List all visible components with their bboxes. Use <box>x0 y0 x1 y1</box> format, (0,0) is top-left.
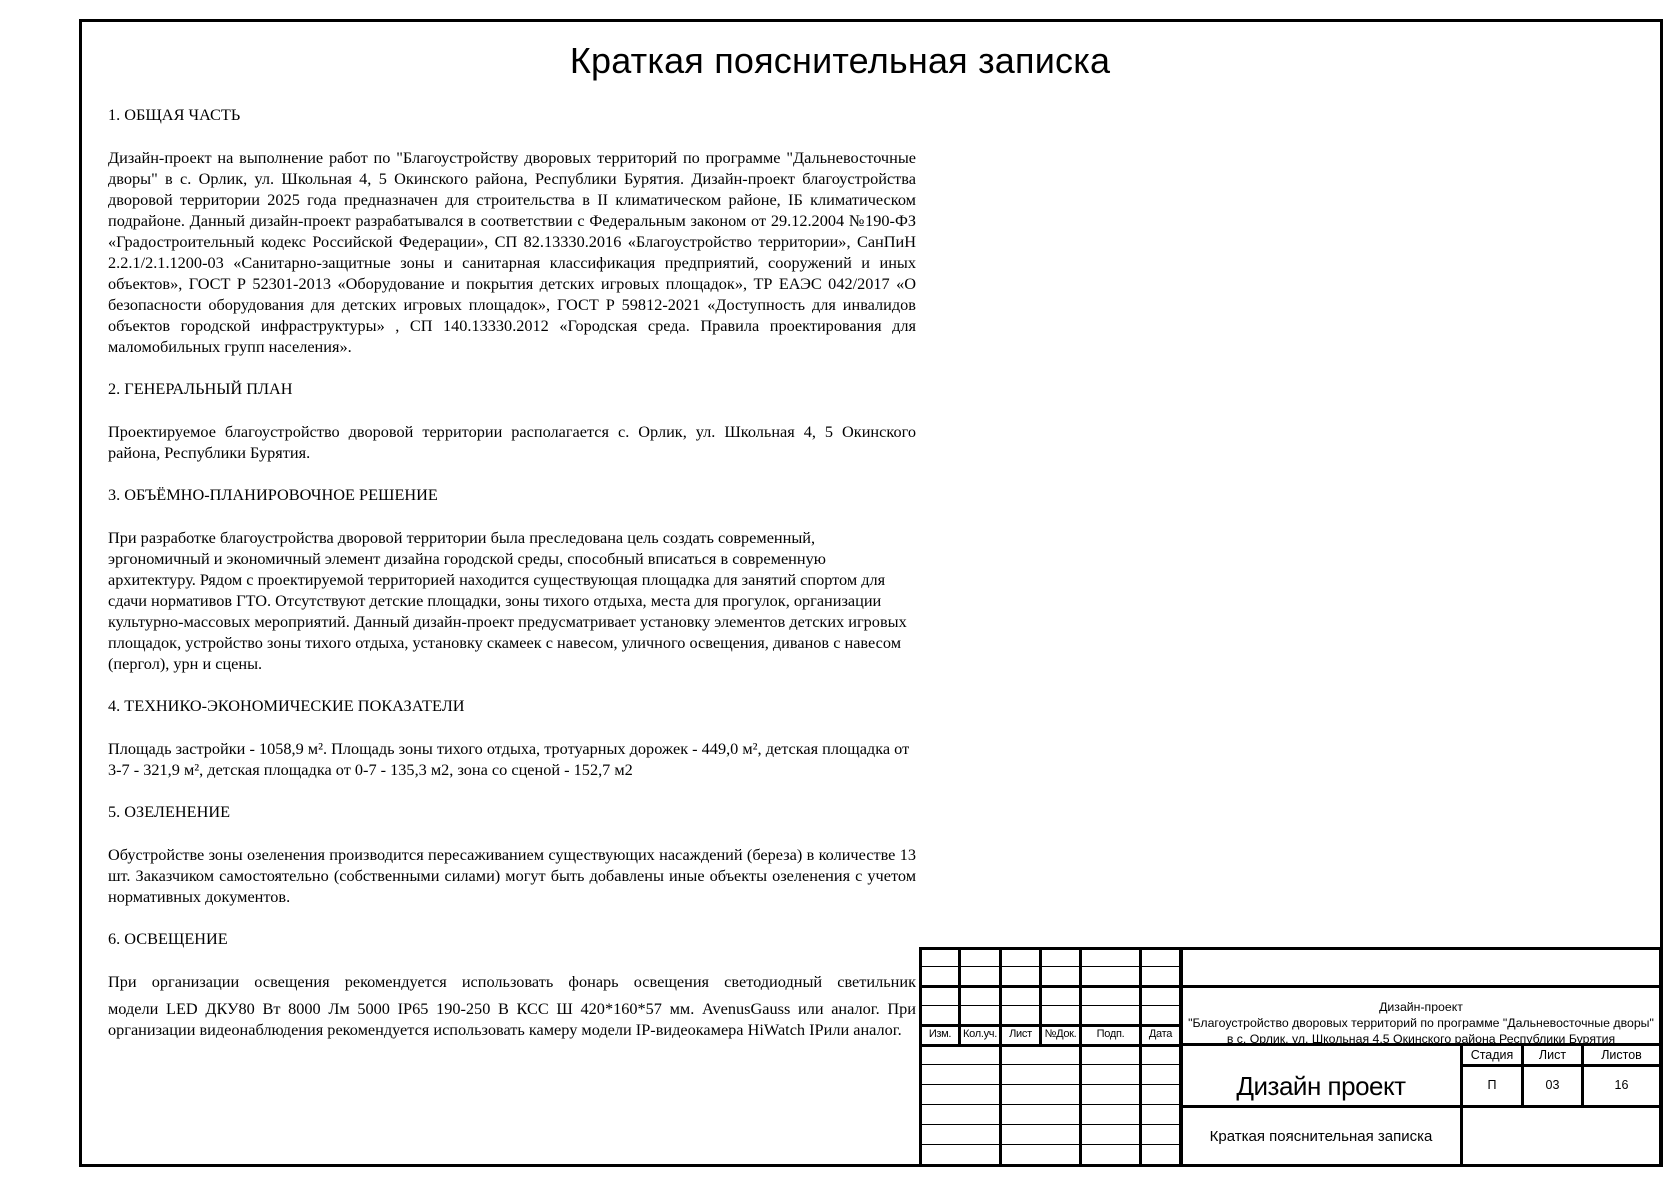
sheet-title: Краткая пояснительная записка <box>1209 1128 1433 1145</box>
section-heading: 2. ГЕНЕРАЛЬНЫЙ ПЛАН <box>108 379 293 398</box>
column-header-doc-number: №Док. <box>1044 1028 1077 1040</box>
section-heading: 6. ОСВЕЩЕНИЕ <box>108 929 228 948</box>
section-general <box>108 104 916 357</box>
section-paragraph: Дизайн-проект на выполнение работ по "Благоустройству дворовых территорий по программе "Дальневосточные дворы" в с. Орлик, ул. Школьная 4, 5 Окинского района, Республики Бурятия. Дизайн-проект благоустройства дворовой территории 2025 года предназначен для строительства в II климатическом районе, IБ климатическом подрайоне. Данный дизайн-проект разрабатывался в соответствии с Федеральным законом от 29.12.2004 №190-ФЗ «Градостроительный кодекс Российской Федерации», СП 82.13330.2016 «Благоустройство территории», СанПиН 2.2.1/2.1.1200-03 «Санитарно-защитные зоны и санитарная классификация предприятий, сооружений и иных объектов», ГОСТ Р 52301-2013 «Оборудование и покрытия детских игровых площадок», ТР ЕАЭС 042/2017 «О безопасности оборудования для детских игровых площадок», ГОСТ Р 59812-2021 «Доступность для инвалидов объектов городской инфраструктуры» , СП 140.13330.2012 «Городская среда. Правила проектирования для маломобильных групп населения». <box>108 148 916 356</box>
section-heading: 3. ОБЪЁМНО-ПЛАНИРОВОЧНОЕ РЕШЕНИЕ <box>108 485 438 504</box>
section-paragraph: Проектируемое благоустройство дворовой территории располагается с. Орлик, ул. Школьная 4, 5 Окинского района, Республики Бурятия. <box>108 422 916 462</box>
title-block <box>919 947 1663 1167</box>
section-heading: 5. ОЗЕЛЕНЕНИЕ <box>108 802 231 821</box>
section-lighting <box>108 928 916 1040</box>
project-name: Дизайн проект <box>1236 1071 1406 1101</box>
page-title: Краткая пояснительная записка <box>569 40 1111 81</box>
section-paragraph: модели LED ДКУ80 Вт 8000 Лм 5000 IP65 190-250 В КСС Ш 420*160*57 мм. AvenusGauss или аналог. При организации видеонаблюдения рекомендуется использовать камеру модели IP-видеокамера HiWatch IPили аналог. <box>108 999 916 1039</box>
column-header-sheet: Лист <box>1009 1028 1032 1040</box>
column-header-date: Дата <box>1148 1028 1173 1040</box>
project-type: Дизайн-проект <box>1379 1000 1463 1014</box>
stage-label: Стадия <box>1470 1048 1514 1062</box>
section-planning-solution <box>108 484 916 674</box>
section-paragraph: Площадь застройки - 1058,9 м². Площадь зоны тихого отдыха, тротуарных дорожек - 449,0 м², детская площадка от 3-7 - 321,9 м², детская площадка от 0-7 - 135,3 м2, зона со сценой - 152,7 м2 <box>108 739 910 779</box>
sheet-value: 03 <box>1545 1078 1560 1092</box>
sheets-value: 16 <box>1614 1078 1629 1092</box>
project-description <box>1181 999 1661 1047</box>
sheet-label: Лист <box>1538 1048 1567 1062</box>
column-header-quantity: Кол.уч. <box>963 1028 997 1040</box>
section-heading: 4. ТЕХНИКО-ЭКОНОМИЧЕСКИЕ ПОКАЗАТЕЛИ <box>108 696 465 715</box>
column-header-signature: Подп. <box>1096 1028 1125 1040</box>
document-body <box>108 104 916 1040</box>
section-master-plan <box>108 378 916 463</box>
project-program: "Благоустройство дворовых территорий по программе "Дальневосточные дворы" <box>1188 1016 1654 1030</box>
sheets-label: Листов <box>1601 1048 1642 1062</box>
section-landscaping <box>108 801 916 907</box>
section-paragraph: При разработке благоустройства дворовой территории была преследована цель создать современный, эргономичный и экономичный элемент дизайна городской среды, способный вписаться в современную архитектуру. Рядом с проектируемой территорией находится существующая площадка для занятий спортом для сдачи нормативов ГТО. Отсутствуют детские площадки, зоны тихого отдыха, места для прогулок, организации культурно-массовых мероприятий. Данный дизайн-проект предусматривает установку элементов детских игровых площадок, устройство зоны тихого отдыха, установку скамеек с навесом, уличного освещения, диванов с навесом (пергол), урн и сцены. <box>108 528 907 673</box>
section-paragraph: При организации освещения рекомендуется использовать фонарь освещения светодиодный светильник <box>108 972 916 991</box>
section-paragraph: Обустройстве зоны озеленения производится пересаживанием существующих насаждений (береза) в количестве 13 шт. Заказчиком самостоятельно (собственными силами) могут быть добавлены иные объекты озеленения с учетом нормативных документов. <box>108 845 916 906</box>
section-technical-indicators <box>108 695 916 780</box>
section-heading: 1. ОБЩАЯ ЧАСТЬ <box>108 105 241 124</box>
project-address: в с. Орлик, ул. Школьная 4,5 Окинского района Республики Бурятия <box>1226 1032 1616 1046</box>
stage-value: П <box>1487 1078 1497 1092</box>
column-header-change: Изм. <box>928 1028 952 1040</box>
